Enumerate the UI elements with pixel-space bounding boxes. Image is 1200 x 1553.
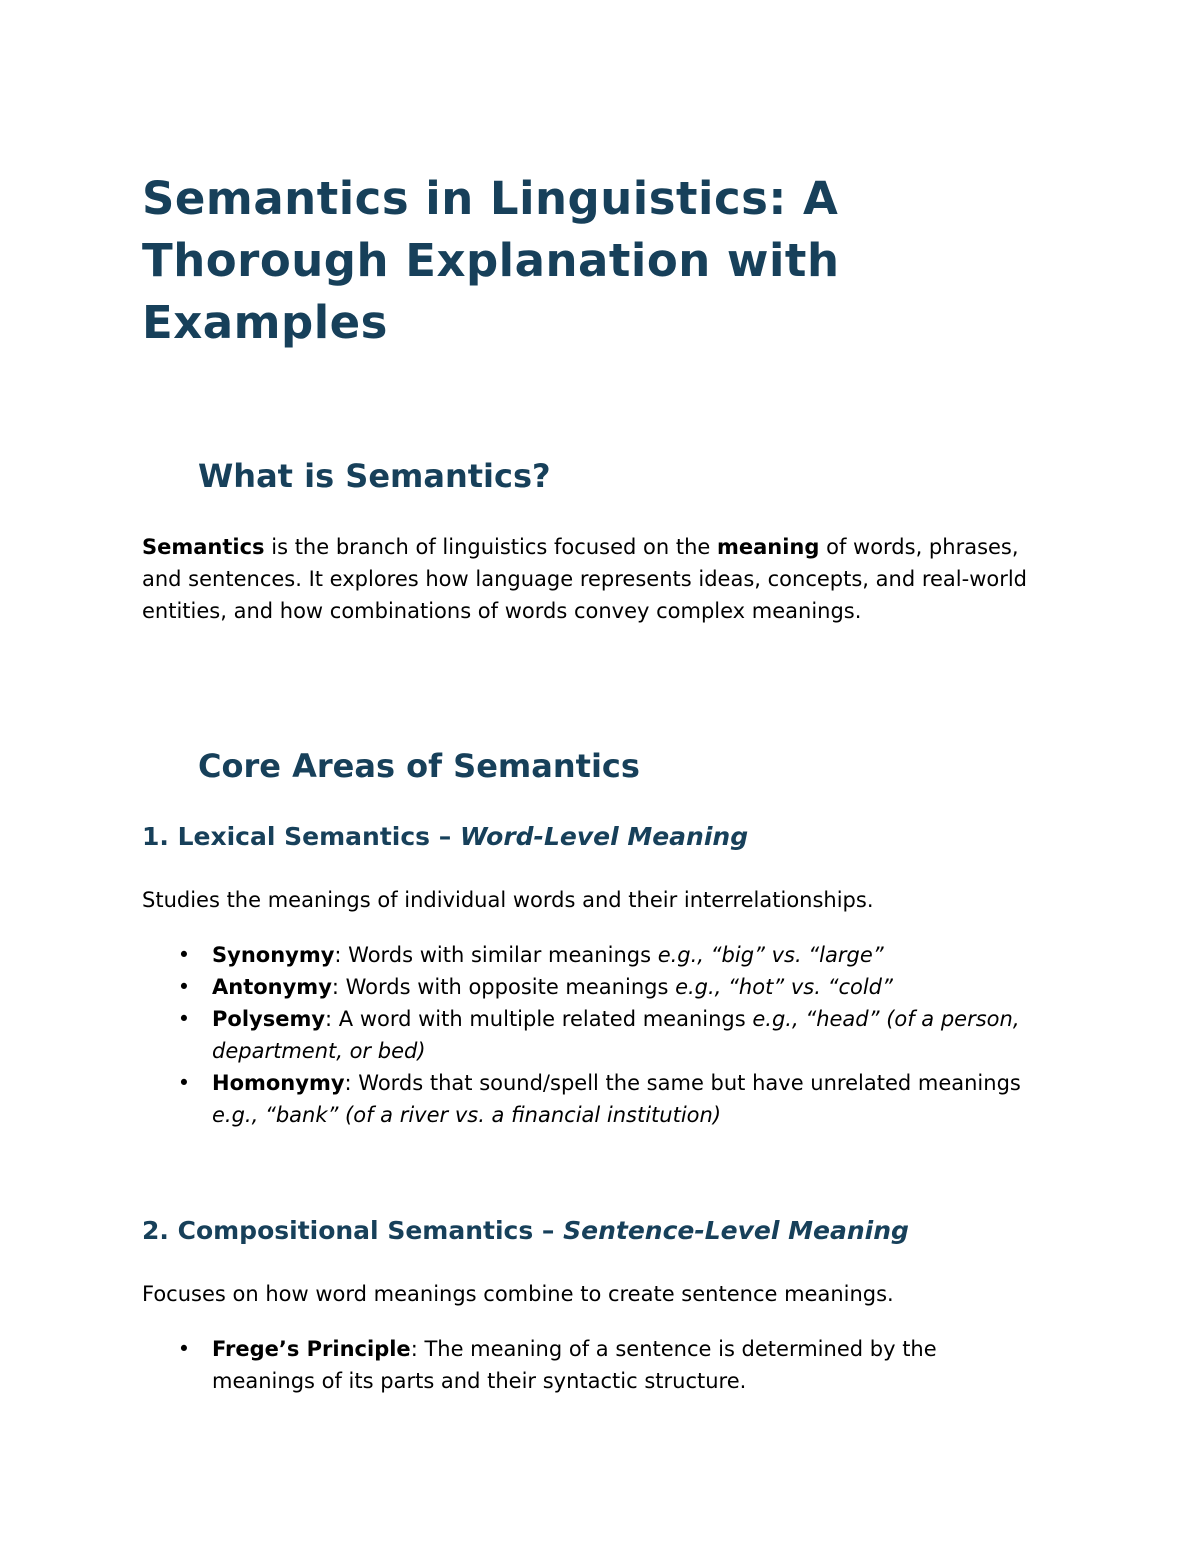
bullet-icon: • [177, 1337, 191, 1361]
item-text: : Words with similar meanings [334, 943, 658, 967]
section-heading-core-areas: Core Areas of Semantics [198, 747, 640, 785]
subsection-heading-compositional [142, 1215, 909, 1247]
term-antonymy: Antonymy [212, 975, 332, 999]
term-polysemy: Polysemy [212, 1007, 326, 1031]
lexical-heading-sub: Word-Level Meaning [459, 822, 749, 851]
lexical-list [142, 939, 1042, 1131]
item-example: e.g., “big” vs. “large” [657, 943, 884, 967]
compositional-heading-sub: Sentence-Level Meaning [563, 1216, 909, 1245]
intro-paragraph [142, 531, 1042, 627]
item-example: e.g., “head” (of a person, department, or bed) [212, 1007, 1020, 1063]
term-freges-principle: Frege’s Principle [212, 1337, 411, 1361]
compositional-heading-main: 2. Compositional Semantics – [142, 1216, 564, 1245]
term-synonymy: Synonymy [212, 943, 335, 967]
bullet-icon: • [177, 975, 191, 999]
item-text: : A word with multiple related meanings [325, 1007, 753, 1031]
lexical-heading-main: 1. Lexical Semantics – [142, 822, 460, 851]
lexical-description: Studies the meanings of individual words and their interrelationships. [142, 888, 874, 912]
item-text: : The meaning of a sentence is determined by the meanings of its parts and their syntactic structure. [212, 1337, 937, 1393]
list-item-polysemy [142, 1003, 1042, 1067]
compositional-list [142, 1333, 1042, 1397]
compositional-description: Focuses on how word meanings combine to create sentence meanings. [142, 1282, 894, 1306]
list-item-freges-principle [142, 1333, 1042, 1397]
list-item-synonymy [142, 939, 1042, 971]
item-text: : Words with opposite meanings [331, 975, 676, 999]
item-example: e.g., “bank” (of a river vs. a financial institution) [212, 1103, 722, 1127]
item-text: : Words that sound/spell the same but have unrelated meanings [344, 1071, 1021, 1095]
bullet-icon: • [177, 1007, 191, 1031]
bullet-icon: • [177, 943, 191, 967]
list-item-antonymy [142, 971, 1042, 1003]
intro-term-meaning: meaning [716, 535, 820, 559]
term-homonymy: Homonymy [212, 1071, 345, 1095]
subsection-heading-lexical [142, 821, 748, 853]
intro-text-a: is the branch of linguistics focused on the [264, 535, 717, 559]
intro-term-semantics: Semantics [142, 535, 265, 559]
bullet-icon: • [177, 1071, 191, 1095]
item-example: e.g., “hot” vs. “cold” [675, 975, 893, 999]
document-title: Semantics in Linguistics: A Thorough Explanation with Examples [142, 172, 840, 349]
section-heading-what-is-semantics: What is Semantics? [198, 457, 551, 495]
intro-text-b: of words, phrases, and sentences. It explores how language represents ideas, concepts, and real-world entities, and how combinations of words convey complex meanings. [142, 535, 1028, 623]
list-item-homonymy [142, 1067, 1042, 1131]
